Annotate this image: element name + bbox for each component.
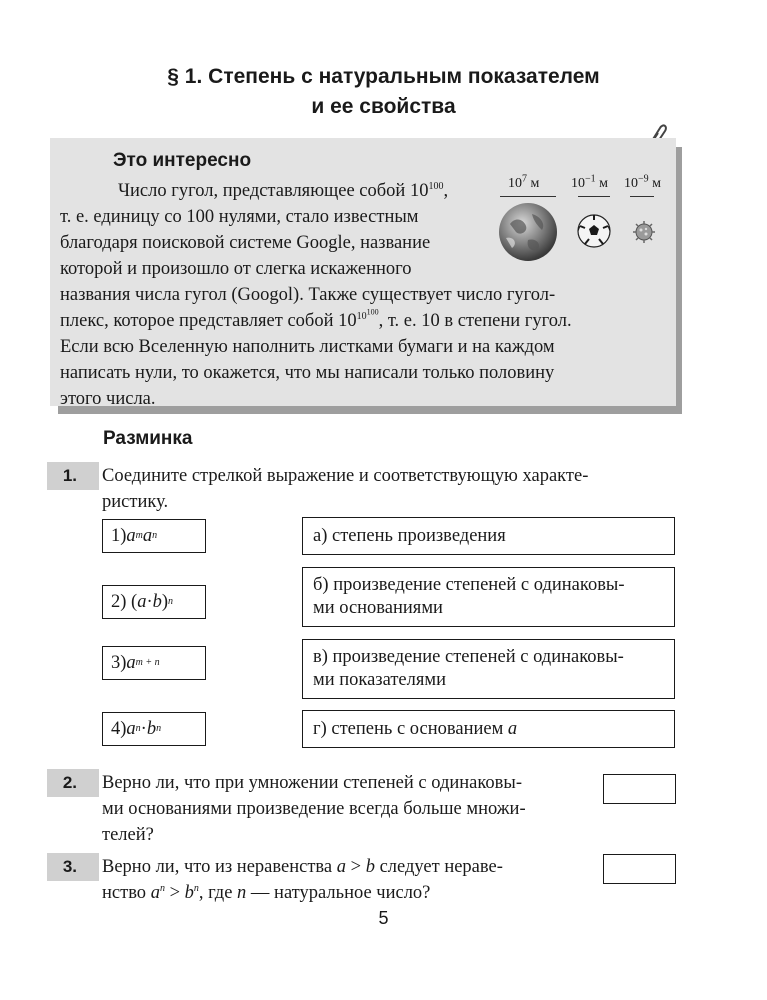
task2-text-line3: телей? [102, 825, 154, 845]
info-line: плекс, которое представляет собой $10^{10^{100}}$, т. е. 10 в степени гугол. [60, 307, 572, 331]
task2-text-line2: ми основаниями произведение всегда больше множи- [102, 799, 526, 819]
ball-dimension-line [578, 196, 610, 197]
task2-answer-box[interactable] [603, 774, 676, 804]
virus-icon [632, 220, 656, 244]
info-line: этого числа. [60, 389, 156, 409]
characteristic-box-b[interactable]: б) произведение степеней с одинаковы- ми основаниями [302, 567, 675, 627]
task-number-3: 3. [47, 853, 99, 881]
task3-answer-box[interactable] [603, 854, 676, 884]
task3-text-line1: Верно ли, что из неравенства a > b следует нераве- [102, 857, 503, 877]
title-line-1: § 1. Степень с натуральным показателем [167, 65, 600, 88]
info-line: благодаря поисковой системе Google, название [60, 233, 431, 253]
earth-scale-label: $10^7$ м [508, 173, 540, 191]
info-line: написать нули, то окажется, что мы написали только половину [60, 363, 555, 383]
ball-scale-label: $10^{-1}$ м [571, 173, 608, 191]
expression-box-1[interactable]: 1) a m a n [102, 519, 206, 553]
expression-box-3[interactable]: 3) a m + n [102, 646, 206, 680]
expression-box-4[interactable]: 4) a n · b n [102, 712, 206, 746]
task2-text-line1: Верно ли, что при умножении степеней с одинаковы- [102, 773, 522, 793]
characteristic-box-a[interactable]: а) степень произведения [302, 517, 675, 555]
task3-text-line2: нство $a^n > b^n$, где n — натуральное число? [102, 882, 431, 903]
task-number-2: 2. [47, 769, 99, 797]
info-line: т. е. единицу со 100 нулями, стало известным [60, 207, 419, 227]
characteristic-box-d[interactable]: г) степень с основанием a [302, 710, 675, 748]
characteristic-box-c[interactable]: в) произведение степеней с одинаковы- ми показателями [302, 639, 675, 699]
virus-scale-label: $10^{-9}$ м [624, 173, 661, 191]
page-number: 5 [378, 908, 389, 928]
info-line: Число гугол, представляющее собой $10^{100}$, [118, 180, 449, 201]
info-line: названия числа гугол (Googol). Также существует число гугол- [60, 285, 556, 305]
info-line: которой и произошло от слегка искаженного [60, 259, 412, 279]
page-title [0, 62, 767, 122]
soccer-ball-icon [577, 214, 611, 248]
virus-dimension-line [630, 196, 654, 197]
title-line-2: и ее свойства [311, 95, 456, 118]
expression-box-2[interactable]: 2) ( a · b ) n [102, 585, 206, 619]
task1-text-line1: Соедините стрелкой выражение и соответствующую характе- [102, 466, 589, 486]
earth-dimension-line [500, 196, 556, 197]
earth-icon [498, 202, 558, 262]
info-heading: Это интересно [113, 150, 252, 171]
task1-text-line2: ристику. [102, 492, 169, 512]
warmup-heading: Разминка [103, 428, 193, 449]
task-number-1: 1. [47, 462, 99, 490]
info-line: Если всю Вселенную наполнить листками бумаги и на каждом [60, 337, 555, 357]
